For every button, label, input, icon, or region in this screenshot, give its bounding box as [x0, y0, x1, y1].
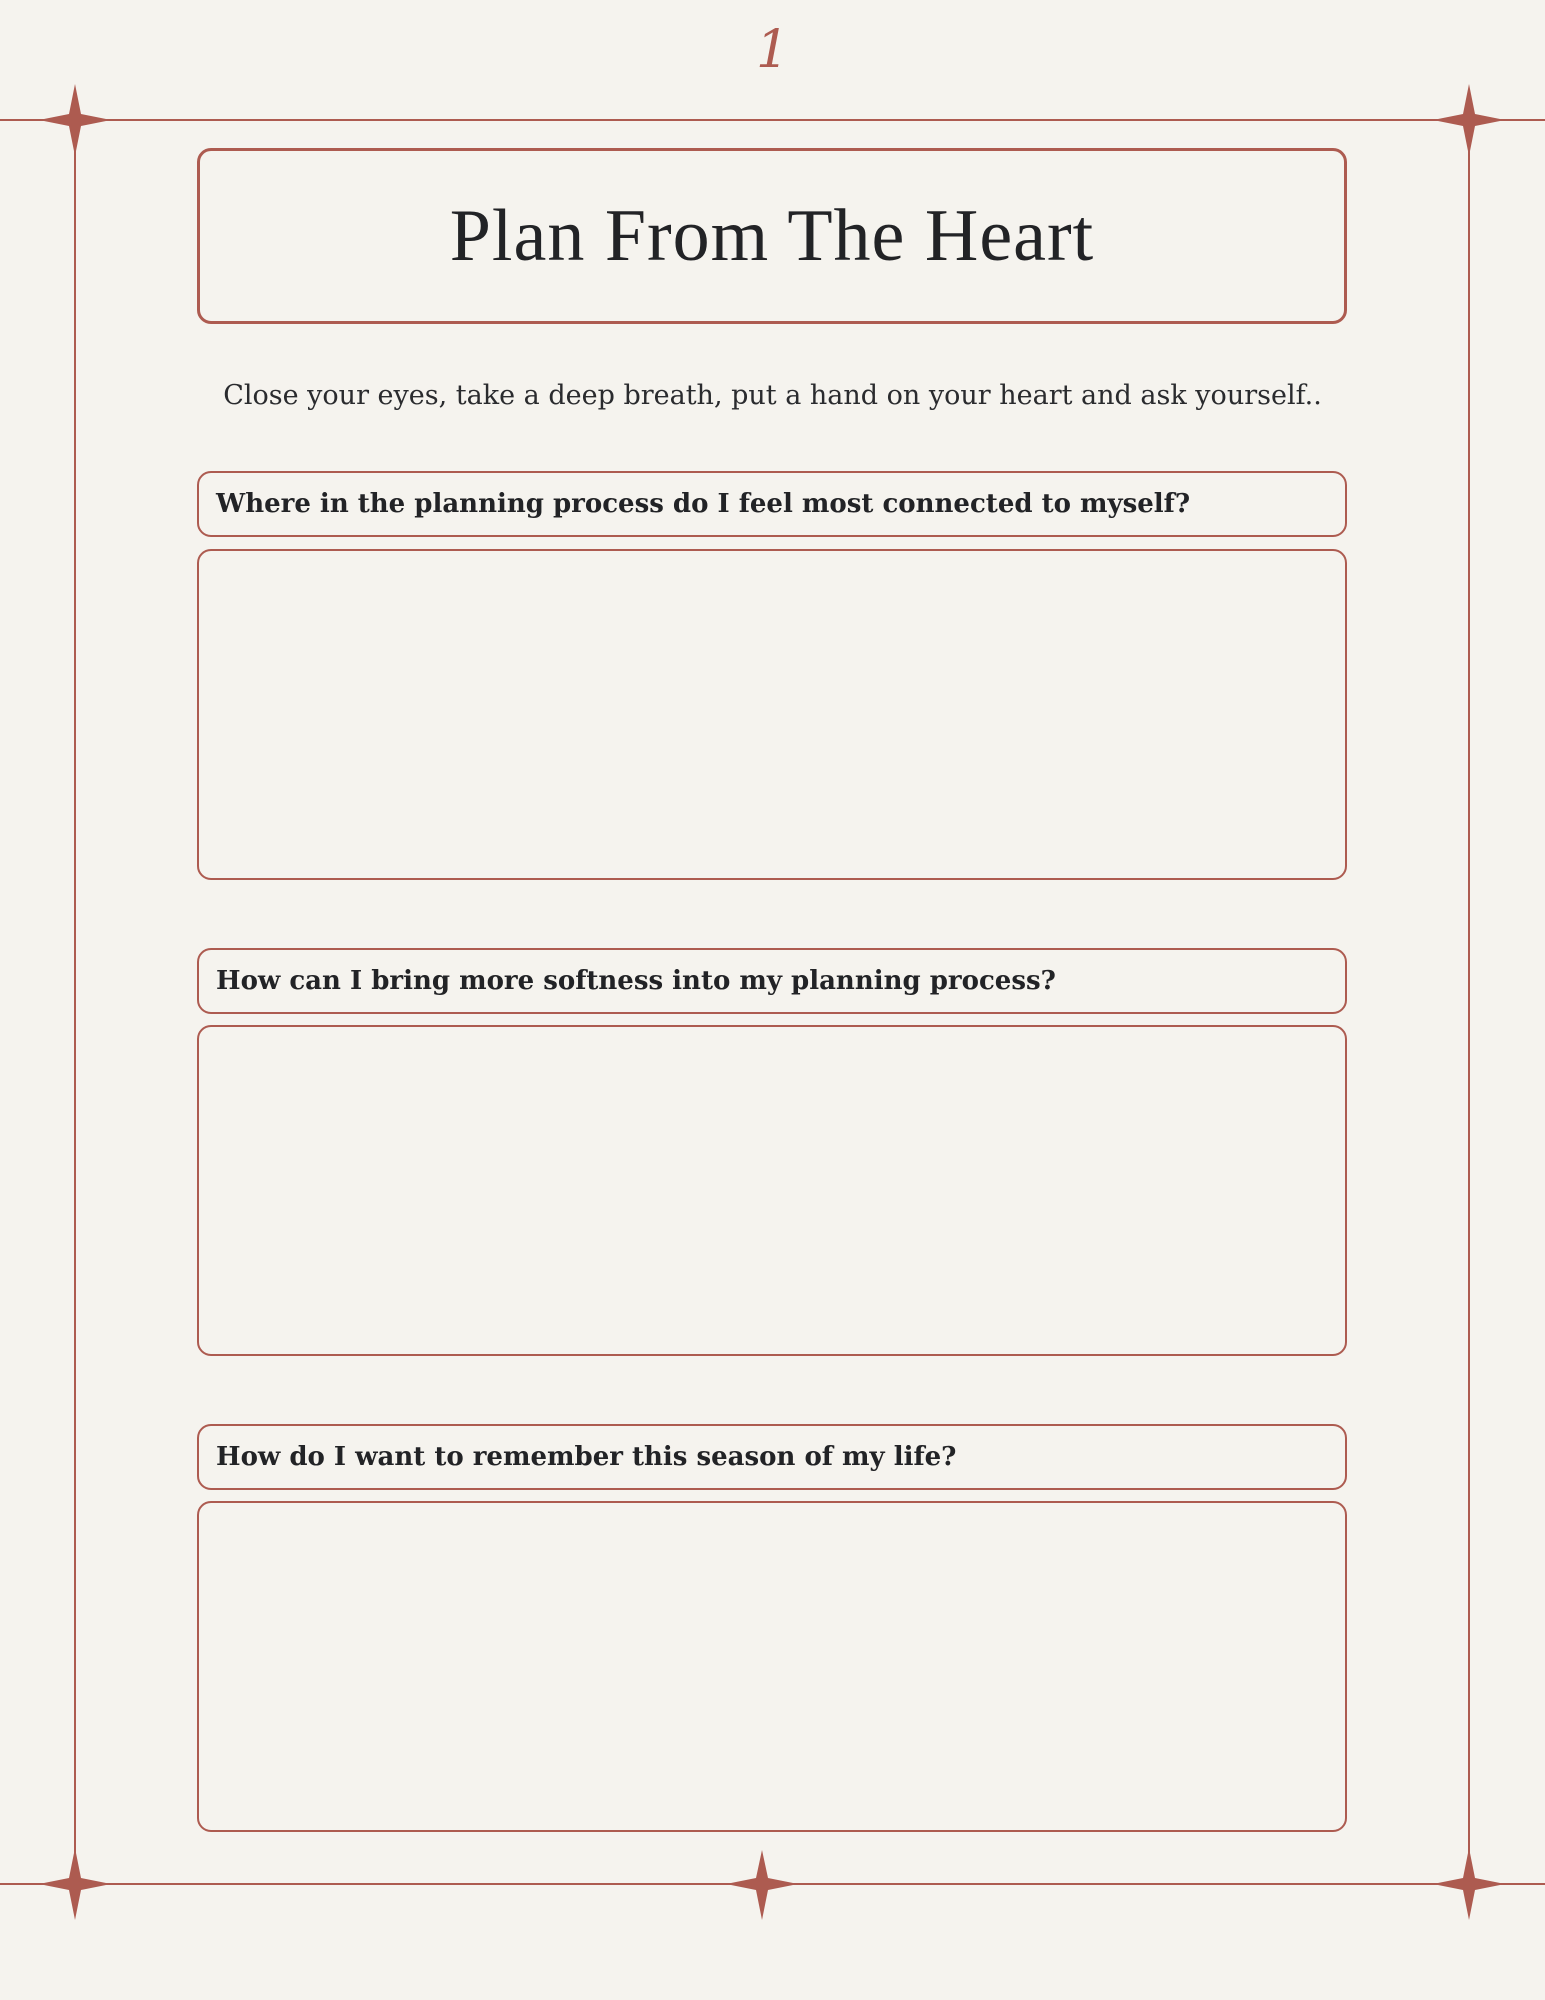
star-bottom-left-icon: [39, 1848, 111, 1920]
star-top-left-icon: [39, 84, 111, 156]
question-3-answer[interactable]: [197, 1501, 1347, 1832]
question-1-label: Where in the planning process do I feel most connected to myself?: [197, 471, 1347, 537]
page-number: 1: [755, 20, 790, 80]
question-1-answer[interactable]: [197, 549, 1347, 880]
question-3-label: How do I want to remember this season of my life?: [197, 1424, 1347, 1490]
title-box: [197, 148, 1347, 324]
star-bottom-center-icon: [726, 1850, 798, 1920]
question-2-answer[interactable]: [197, 1025, 1347, 1356]
star-top-right-icon: [1433, 84, 1505, 156]
page-title: Plan From The Heart: [449, 194, 1095, 277]
star-bottom-right-icon: [1433, 1848, 1505, 1920]
intro-text: Close your eyes, take a deep breath, put a hand on your heart and ask yourself..: [223, 380, 1322, 411]
question-2-label: How can I bring more softness into my planning process?: [197, 948, 1347, 1014]
